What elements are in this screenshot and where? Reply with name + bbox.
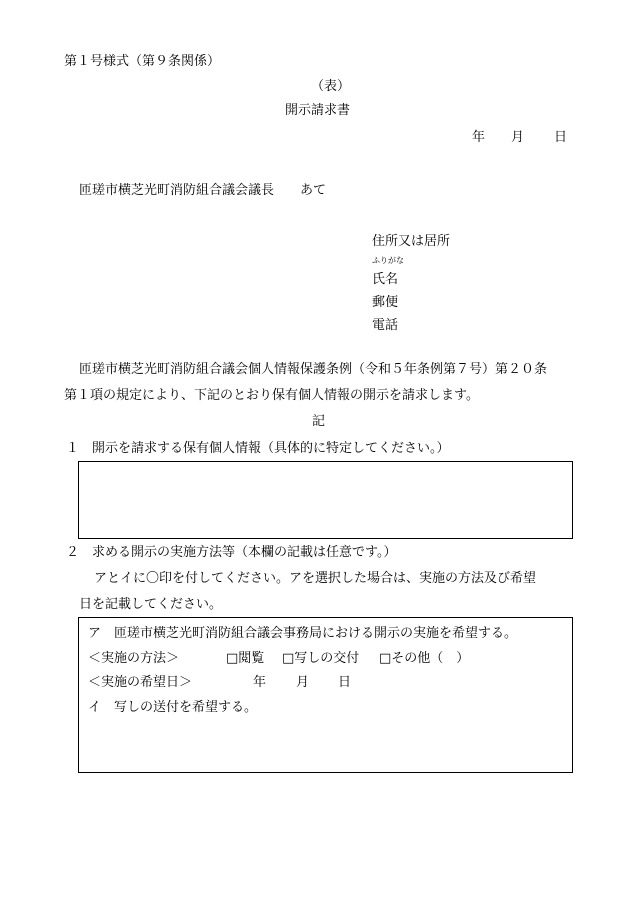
- section-2-instruction-1: アとイに〇印を付してください。アを選択した場合は、実施の方法及び希望: [94, 571, 537, 586]
- option-b[interactable]: イ 写しの送付を希望する。: [88, 700, 258, 715]
- method-label: ＜実施の方法＞: [88, 651, 180, 666]
- date-month: 月: [511, 130, 525, 145]
- ki-label: 記: [312, 414, 326, 429]
- form-id: 第１号様式（第９条関係）: [64, 54, 221, 69]
- hope-date-month[interactable]: 月: [296, 675, 310, 690]
- page-title: 開示請求書: [285, 103, 351, 118]
- requester-furigana-label: ふりがな: [372, 256, 404, 265]
- requester-phone-label: 電話: [372, 318, 399, 333]
- body-line-1: 匝瑳市横芝光町消防組合議会個人情報保護条例（令和５年条例第７号）第２０条: [79, 362, 548, 377]
- section-2-instruction-2: 日を記載してください。: [79, 597, 223, 612]
- hope-date-year[interactable]: 年: [253, 675, 267, 690]
- side-label: （表）: [311, 79, 351, 94]
- disclosure-method-box: [78, 617, 573, 773]
- hope-date-day[interactable]: 日: [338, 675, 352, 690]
- method-other-checkbox[interactable]: □その他（ ）: [379, 651, 470, 666]
- section-2-heading: ２ 求める開示の実施方法等（本欄の記載は任意です。）: [66, 545, 397, 560]
- section-1-heading: １ 開示を請求する保有個人情報（具体的に特定してください。）: [66, 441, 450, 456]
- body-line-2: 第１項の規定により、下記のとおり保有個人情報の開示を請求します。: [64, 388, 479, 403]
- requested-info-box[interactable]: [78, 461, 573, 539]
- requester-postal-label: 郵便: [372, 295, 399, 310]
- option-a[interactable]: ア 匝瑳市横芝光町消防組合議会事務局における開示の実施を希望する。: [88, 626, 518, 641]
- date-year: 年: [472, 130, 486, 145]
- requester-name-label: 氏名: [372, 272, 399, 287]
- requester-address-label: 住所又は居所: [372, 234, 451, 249]
- hope-date-label: ＜実施の希望日＞: [88, 675, 193, 690]
- method-copy-checkbox[interactable]: □写しの交付: [282, 651, 360, 666]
- date-day: 日: [554, 130, 568, 145]
- method-view-checkbox[interactable]: □閲覧: [226, 651, 265, 666]
- addressee: 匝瑳市横芝光町消防組合議会議長 あて: [79, 183, 327, 198]
